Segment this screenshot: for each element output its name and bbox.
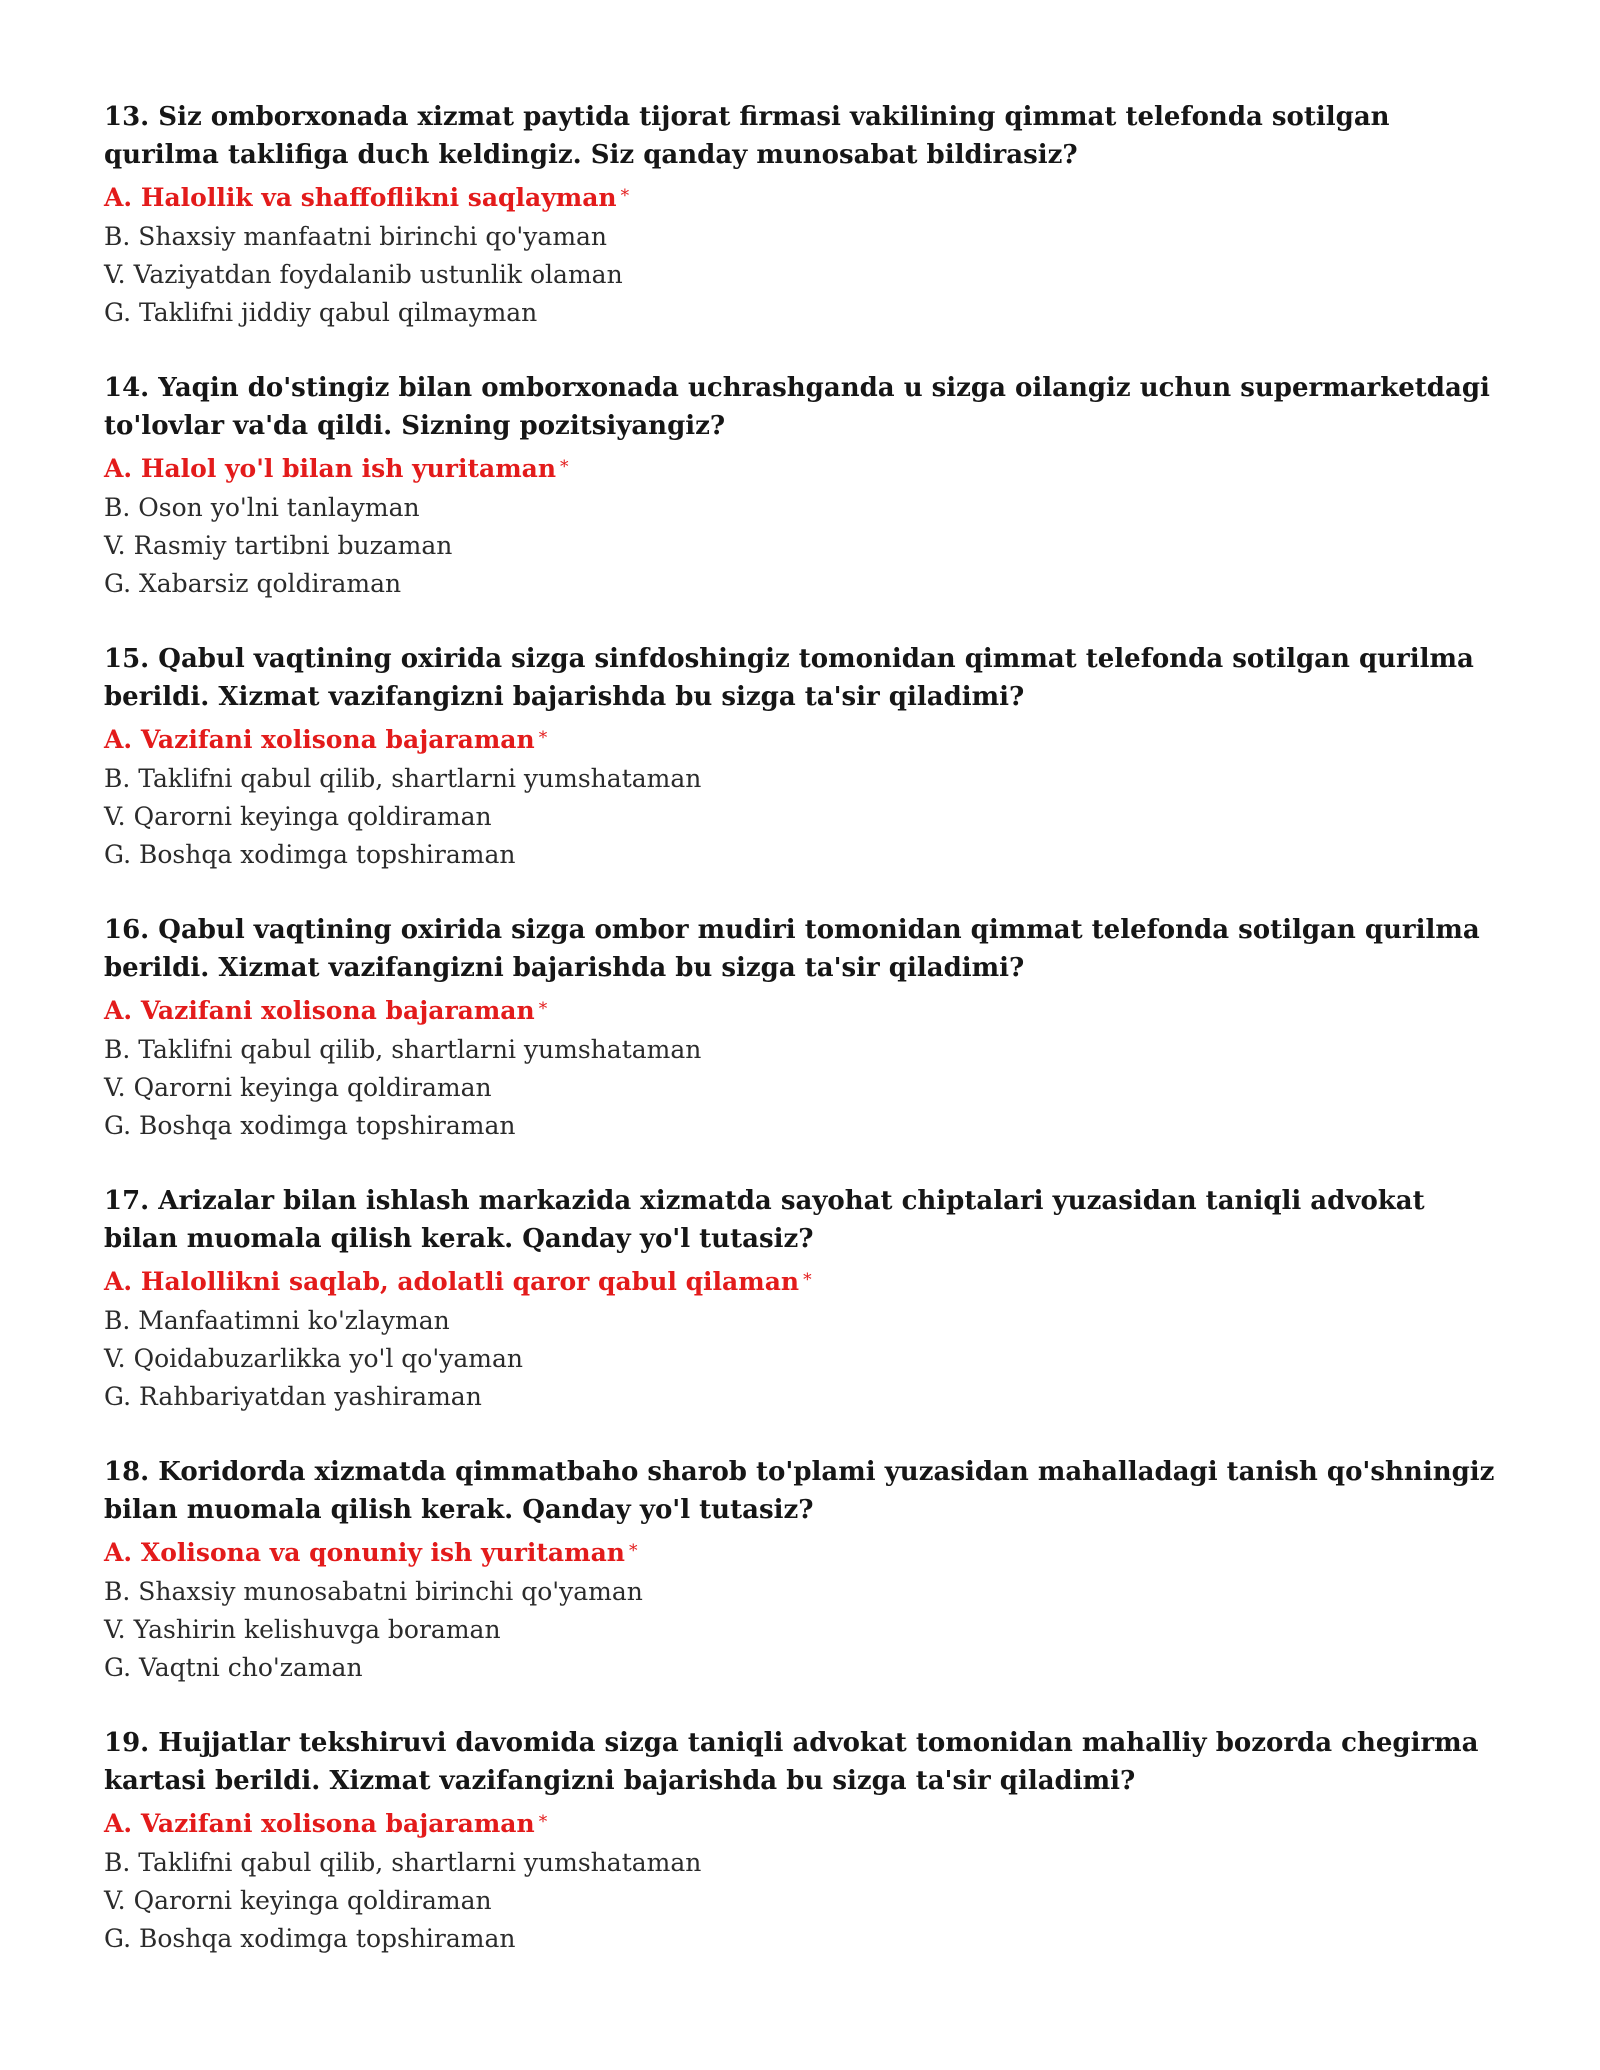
- answer-option: [104, 1649, 1504, 1687]
- question-text: [104, 1182, 1504, 1258]
- question-15: [104, 640, 1504, 874]
- correct-answer: [104, 447, 1504, 489]
- option-text: Vazifani xolisona bajaraman: [140, 996, 535, 1025]
- question-17: [104, 1182, 1504, 1416]
- question-text: [104, 98, 1504, 174]
- option-text: Boshqa xodimga topshiraman: [138, 1111, 516, 1140]
- option-text: Xolisona va qonuniy ish yuritaman: [140, 1538, 625, 1567]
- answer-option: [104, 1031, 1504, 1069]
- option-text: Qoidabuzarlikka yo'l qo'yaman: [133, 1344, 523, 1373]
- question-number: 17.: [104, 1186, 150, 1216]
- correct-mark-icon: *: [620, 186, 630, 206]
- option-letter: G.: [104, 1924, 132, 1953]
- option-letter: B.: [104, 1306, 131, 1335]
- option-letter: A.: [104, 183, 133, 212]
- option-letter: A.: [104, 725, 133, 754]
- answer-option: [104, 1573, 1504, 1611]
- option-letter: V.: [104, 1073, 126, 1102]
- option-text: Taklifni jiddiy qabul qilmayman: [138, 298, 538, 327]
- option-text: Shaxsiy munosabatni birinchi qo'yaman: [138, 1577, 643, 1606]
- answer-option: [104, 527, 1504, 565]
- question-number: 15.: [104, 644, 150, 674]
- question-13: [104, 98, 1504, 332]
- answer-option: [104, 1920, 1504, 1958]
- correct-answer: [104, 718, 1504, 760]
- option-text: Halollik va shaffoflikni saqlayman: [140, 183, 617, 212]
- correct-mark-icon: *: [538, 1812, 548, 1832]
- question-16: [104, 911, 1504, 1145]
- question-body: Yaqin do'stingiz bilan omborxonada uchrashganda u sizga oilangiz uchun supermarketdagi to'lovlar va'da qildi. Sizning pozitsiyangiz?: [104, 373, 1490, 441]
- answer-option: [104, 1107, 1504, 1145]
- option-letter: V.: [104, 260, 126, 289]
- correct-answer: [104, 1531, 1504, 1573]
- option-letter: A.: [104, 996, 133, 1025]
- option-text: Vazifani xolisona bajaraman: [140, 1809, 535, 1838]
- option-letter: G.: [104, 298, 132, 327]
- correct-answer: [104, 1260, 1504, 1302]
- correct-mark-icon: *: [803, 1270, 812, 1290]
- question-text: [104, 1724, 1504, 1800]
- correct-answer: [104, 989, 1504, 1031]
- question-18: [104, 1453, 1504, 1687]
- option-text: Taklifni qabul qilib, shartlarni yumshataman: [138, 1848, 702, 1877]
- answer-option: [104, 1611, 1504, 1649]
- option-text: Taklifni qabul qilib, shartlarni yumshataman: [138, 1035, 702, 1064]
- correct-mark-icon: *: [538, 728, 548, 748]
- option-text: Shaxsiy manfaatni birinchi qo'yaman: [138, 222, 608, 251]
- answer-option: [104, 1069, 1504, 1107]
- answer-option: [104, 1378, 1504, 1416]
- option-letter: B.: [104, 493, 131, 522]
- answer-option: [104, 294, 1504, 332]
- question-text: [104, 640, 1504, 716]
- option-letter: G.: [104, 1653, 132, 1682]
- option-letter: G.: [104, 840, 132, 869]
- question-number: 14.: [104, 373, 150, 403]
- option-text: Vazifani xolisona bajaraman: [140, 725, 535, 754]
- answer-option: [104, 218, 1504, 256]
- answer-option: [104, 1302, 1504, 1340]
- option-letter: V.: [104, 1344, 126, 1373]
- option-text: Qarorni keyinga qoldiraman: [133, 1073, 492, 1102]
- option-letter: A.: [104, 1267, 133, 1296]
- option-letter: B.: [104, 1035, 131, 1064]
- option-letter: V.: [104, 1615, 126, 1644]
- option-text: Xabarsiz qoldiraman: [138, 569, 402, 598]
- correct-mark-icon: *: [560, 457, 569, 477]
- option-text: Boshqa xodimga topshiraman: [138, 1924, 516, 1953]
- option-letter: A.: [104, 454, 133, 483]
- question-text: [104, 911, 1504, 987]
- option-letter: G.: [104, 1382, 132, 1411]
- answer-option: [104, 489, 1504, 527]
- answer-option: [104, 1340, 1504, 1378]
- option-letter: G.: [104, 1111, 132, 1140]
- option-letter: V.: [104, 531, 126, 560]
- option-text: Halollikni saqlab, adolatli qaror qabul qilaman: [140, 1267, 800, 1296]
- option-text: Boshqa xodimga topshiraman: [138, 840, 516, 869]
- option-letter: G.: [104, 569, 132, 598]
- option-text: Qarorni keyinga qoldiraman: [133, 802, 492, 831]
- question-body: Hujjatlar tekshiruvi davomida sizga taniqli advokat tomonidan mahalliy bozorda chegirma kartasi berildi. Xizmat vazifangizni bajarishda bu sizga ta'sir qiladimi?: [104, 1728, 1479, 1796]
- option-letter: V.: [104, 1886, 126, 1915]
- option-text: Vaziyatdan foydalanib ustunlik olaman: [133, 260, 623, 289]
- answer-option: [104, 760, 1504, 798]
- option-letter: B.: [104, 764, 131, 793]
- correct-mark-icon: *: [628, 1541, 638, 1561]
- question-body: Qabul vaqtining oxirida sizga sinfdoshingiz tomonidan qimmat telefonda sotilgan qurilma berildi. Xizmat vazifangizni bajarishda bu sizga ta'sir qiladimi?: [104, 644, 1474, 712]
- question-number: 19.: [104, 1728, 150, 1758]
- question-number: 16.: [104, 915, 150, 945]
- option-text: Taklifni qabul qilib, shartlarni yumshataman: [138, 764, 702, 793]
- answer-option: [104, 256, 1504, 294]
- question-14: [104, 369, 1504, 603]
- correct-answer: [104, 176, 1504, 218]
- option-letter: A.: [104, 1538, 133, 1567]
- question-body: Siz omborxonada xizmat paytida tijorat firmasi vakilining qimmat telefonda sotilgan qurilma taklifiga duch keldingiz. Siz qanday munosabat bildirasiz?: [104, 102, 1390, 170]
- answer-option: [104, 1844, 1504, 1882]
- option-text: Halol yo'l bilan ish yuritaman: [140, 454, 557, 483]
- option-text: Vaqtni cho'zaman: [138, 1653, 363, 1682]
- option-letter: V.: [104, 802, 126, 831]
- option-letter: B.: [104, 222, 131, 251]
- correct-mark-icon: *: [538, 999, 548, 1019]
- question-body: Koridorda xizmatda qimmatbaho sharob to'plami yuzasidan mahalladagi tanish qo'shningiz bilan muomala qilish kerak. Qanday yo'l tutasiz?: [104, 1457, 1495, 1525]
- option-text: Rasmiy tartibni buzaman: [133, 531, 453, 560]
- option-text: Oson yo'lni tanlayman: [138, 493, 420, 522]
- option-letter: A.: [104, 1809, 133, 1838]
- option-text: Qarorni keyinga qoldiraman: [133, 1886, 492, 1915]
- option-letter: B.: [104, 1848, 131, 1877]
- question-text: [104, 369, 1504, 445]
- correct-answer: [104, 1802, 1504, 1844]
- document-page: [104, 98, 1504, 1995]
- question-19: [104, 1724, 1504, 1958]
- option-text: Rahbariyatdan yashiraman: [138, 1382, 482, 1411]
- answer-option: [104, 1882, 1504, 1920]
- answer-option: [104, 836, 1504, 874]
- question-body: Arizalar bilan ishlash markazida xizmatda sayohat chiptalari yuzasidan taniqli advokat bilan muomala qilish kerak. Qanday yo'l tutasiz?: [104, 1186, 1425, 1254]
- question-number: 18.: [104, 1457, 150, 1487]
- option-text: Yashirin kelishuvga boraman: [133, 1615, 501, 1644]
- question-text: [104, 1453, 1504, 1529]
- answer-option: [104, 565, 1504, 603]
- question-number: 13.: [104, 102, 150, 132]
- option-letter: B.: [104, 1577, 131, 1606]
- option-text: Manfaatimni ko'zlayman: [138, 1306, 450, 1335]
- answer-option: [104, 798, 1504, 836]
- question-body: Qabul vaqtining oxirida sizga ombor mudiri tomonidan qimmat telefonda sotilgan qurilma berildi. Xizmat vazifangizni bajarishda bu sizga ta'sir qiladimi?: [104, 915, 1480, 983]
